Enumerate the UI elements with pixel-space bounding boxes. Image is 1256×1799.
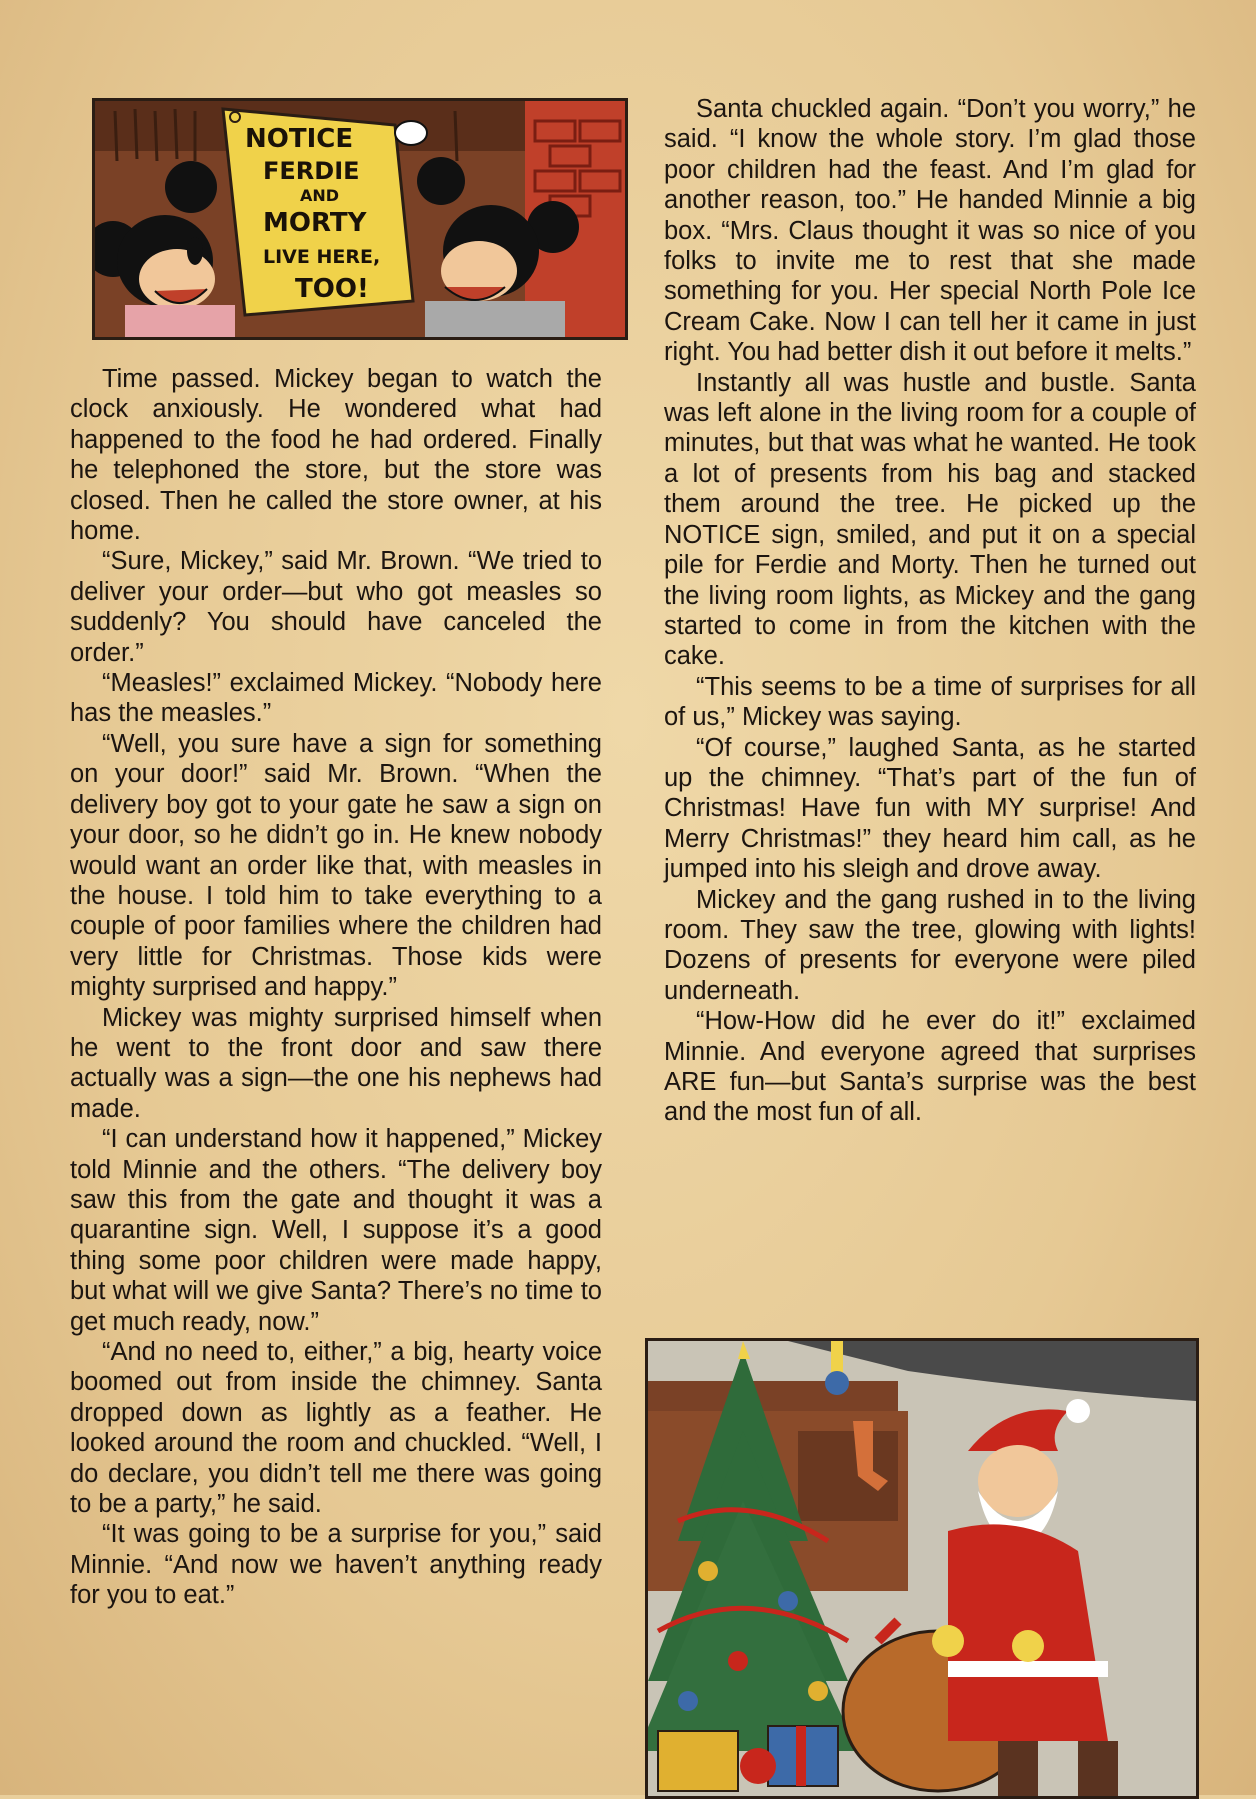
paragraph: Instantly all was hustle and bustle. Santa was left alone in the living room for a couple of minutes, but that was what he wanted. He took a lot of presents from his bag and stacked them around the tree. He picked up the NOTICE sign, smiled, and put it on a special pile for Ferdie and Morty. Then he turned out the living room lights, as Mickey and the gang started to come in from the kitchen with the cake. — [664, 368, 1196, 671]
paragraph: “Of course,” laughed Santa, as he started up the chimney. “That’s part of the fun of Christmas! Have fun with MY surprise! And Merry Christmas!” they heard him call, as he jumped into his sleigh and drove away. — [664, 733, 1196, 884]
sign-line-3: AND — [300, 186, 340, 205]
story-column-left — [70, 364, 602, 1611]
santa-illustration — [645, 1338, 1199, 1799]
paragraph: “This seems to be a time of surprises for all of us,” Mickey was saying. — [664, 672, 1196, 732]
paragraph: “It was going to be a surprise for you,” said Minnie. “And now we haven’t anything ready for you to eat.” — [70, 1520, 602, 1610]
paragraph: “How-How did he ever do it!” exclaimed Minnie. And everyone agreed that surprises ARE fun—but Santa’s surprise was the best and the most fun of all. — [664, 1007, 1196, 1127]
sign-line-1: NOTICE — [245, 124, 354, 154]
paragraph: “Measles!” exclaimed Mickey. “Nobody here has the measles.” — [70, 669, 602, 728]
paragraph: Time passed. Mickey began to watch the clock anxiously. He wondered what had happened to the food he had ordered. Finally he telephoned the store, but the store was closed. Then he called the store owner, at his home. — [70, 365, 602, 546]
paragraph: “I can understand how it happened,” Mickey told Minnie and the others. “The delivery boy saw this from the gate and thought it was a quarantine sign. Well, I suppose it’s a good thing some poor children were made happy, but what will we give Santa? There’s no time to get much ready, now.” — [70, 1125, 602, 1336]
notice-sign-illustration — [92, 98, 628, 340]
story-column-right — [664, 94, 1196, 1128]
paragraph: “And no need to, either,” a big, hearty voice boomed out from inside the chimney. Santa dropped down as lightly as a feather. He looked around the room and chuckled. “Well, I do declare, you didn’t tell me there was going to be a party,” he said. — [70, 1338, 602, 1519]
sign-line-4: MORTY — [263, 208, 367, 238]
paragraph: “Sure, Mickey,” said Mr. Brown. “We tried to deliver your order—but who got measles so suddenly? You should have canceled the order.” — [70, 547, 602, 667]
paragraph: “Well, you sure have a sign for something on your door!” said Mr. Brown. “When the delivery boy got to your gate he saw a sign on your door, so he didn’t go in. He knew nobody would want an order like that, with measles in the house. I told him to take everything to a couple of poor families where the children had very little for Christmas. Those kids were mighty surprised and happy.” — [70, 729, 602, 1002]
sign-line-2: FERDIE — [263, 157, 360, 185]
sign-line-6: TOO! — [295, 274, 369, 304]
paragraph: Mickey and the gang rushed in to the living room. They saw the tree, glowing with lights! Dozens of presents for everyone were piled underneath. — [664, 885, 1196, 1005]
paragraph: Mickey was mighty surprised himself when he went to the front door and saw there actually was a sign—the one his nephews had made. — [70, 1003, 602, 1123]
sign-line-5: LIVE HERE, — [263, 246, 381, 268]
paragraph: Santa chuckled again. “Don’t you worry,” he said. “I know the whole story. I’m glad those poor children had the feast. And I’m glad for another reason, too.” He handed Minnie a big box. “Mrs. Claus thought it was so nice of you folks to invite me to rest that she made something for you. Her special North Pole Ice Cream Cake. Now I can tell her it came in just right. You had better dish it out before it melts.” — [664, 95, 1196, 367]
